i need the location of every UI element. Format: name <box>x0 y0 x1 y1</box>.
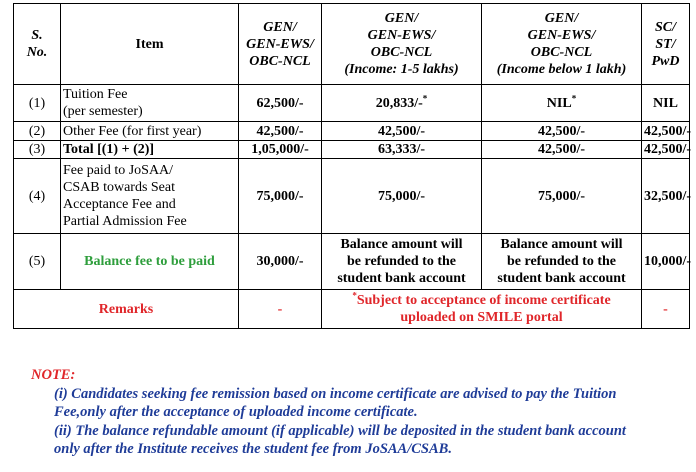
row-number: (4) <box>14 159 61 234</box>
header-gen <box>239 4 322 85</box>
cell-income-below-1: 42,500/- <box>482 122 642 141</box>
table-row <box>14 159 690 234</box>
remarks-line: uploaded on SMILE portal <box>400 310 563 325</box>
row-number: (2) <box>14 122 61 141</box>
header-line: PwD <box>651 53 680 69</box>
footnote-mark: * <box>571 92 577 103</box>
remarks-gen: - <box>239 290 322 329</box>
cell-income-1-5 <box>322 234 482 290</box>
header-sno <box>14 4 61 85</box>
header-gen-line: GEN-EWS/ <box>246 36 314 52</box>
header-income-1-5 <box>322 4 482 85</box>
header-line: (Income: 1-5 lakhs) <box>344 62 459 77</box>
row-number: (1) <box>14 85 61 122</box>
header-item: Item <box>61 4 239 85</box>
note-heading: NOTE: <box>31 367 76 383</box>
cell-gen: 30,000/- <box>239 234 322 290</box>
note-point-2-line: (ii) The balance refundable amount (if applicable) will be deposited in the student bank account <box>54 422 626 439</box>
row-number: (5) <box>14 234 61 290</box>
header-sc-st-pwd <box>642 4 690 85</box>
item-line: Tuition Fee <box>63 87 128 102</box>
header-line: (Income below 1 lakh) <box>496 62 627 77</box>
remarks-text <box>322 290 642 329</box>
cell-gen: 75,000/- <box>239 159 322 234</box>
cell-line: Balance amount will <box>340 237 463 252</box>
remarks-sc: - <box>642 290 690 329</box>
remarks-label: Remarks <box>14 290 239 329</box>
item-line: Acceptance Fee and <box>63 197 176 212</box>
header-income-below-1 <box>482 4 642 85</box>
note-point-2-line: only after the Institute receives the student fee from JoSAA/CSAB. <box>54 441 452 457</box>
footnote-mark: * <box>352 290 357 301</box>
remarks-line: Subject to acceptance of income certificate <box>356 293 611 308</box>
cell-line: Balance amount will <box>500 237 623 252</box>
header-line: OBC-NCL <box>530 45 593 60</box>
cell-sc: 42,500/- <box>642 122 690 141</box>
cell-gen: 1,05,000/- <box>239 141 322 159</box>
item-line: (per semester) <box>63 104 143 119</box>
cell-income-1-5 <box>322 85 482 122</box>
item-line: Fee paid to JoSAA/ <box>63 163 174 178</box>
note-point-1-line: Fee,only after the acceptance of uploaded income certificate. <box>54 404 418 420</box>
cell-income-below-1 <box>482 85 642 122</box>
item-line: Partial Admission Fee <box>63 214 187 229</box>
header-sno-line: S. <box>31 28 43 43</box>
table-row <box>14 234 690 290</box>
cell-sc: NIL <box>642 85 690 122</box>
item-line: CSAB towards Seat <box>63 180 175 195</box>
cell-income-below-1: 42,500/- <box>482 141 642 159</box>
row-number: (3) <box>14 141 61 159</box>
header-line: GEN-EWS/ <box>527 28 596 43</box>
table-row <box>14 122 690 141</box>
fee-table <box>13 3 690 329</box>
cell-income-1-5: 63,333/- <box>322 141 482 159</box>
row-item <box>61 85 239 122</box>
table-row <box>14 141 690 159</box>
header-line: SC/ ST/ <box>654 19 676 52</box>
cell-value: NIL <box>546 95 572 111</box>
header-gen-line: OBC-NCL <box>249 53 311 69</box>
cell-gen: 62,500/- <box>239 85 322 122</box>
header-gen-line: GEN/ <box>263 19 297 35</box>
cell-income-1-5: 42,500/- <box>322 122 482 141</box>
row-item: Other Fee (for first year) <box>61 122 239 141</box>
cell-sc: 42,500/- <box>642 141 690 159</box>
row-item <box>61 159 239 234</box>
row-item: Balance fee to be paid <box>61 234 239 290</box>
header-line: GEN-EWS/ <box>367 28 436 43</box>
cell-line: be refunded to the <box>506 254 617 269</box>
cell-line: be refunded to the <box>346 254 457 269</box>
cell-sc: 32,500/- <box>642 159 690 234</box>
footnote-mark: * <box>422 92 428 103</box>
remarks-row <box>14 290 690 329</box>
header-line: GEN/ <box>384 11 419 26</box>
header-sno-line: No. <box>26 45 48 60</box>
cell-line: student bank account <box>337 271 466 286</box>
cell-sc: 10,000/- <box>642 234 690 290</box>
header-line: OBC-NCL <box>370 45 433 60</box>
note-point-1-line: (i) Candidates seeking fee remission based on income certificate are advised to pay the Tuition <box>54 385 617 402</box>
cell-income-below-1: 75,000/- <box>482 159 642 234</box>
note-block <box>31 366 681 459</box>
cell-income-1-5: 75,000/- <box>322 159 482 234</box>
cell-income-below-1 <box>482 234 642 290</box>
header-line: GEN/ <box>544 11 579 26</box>
cell-value: 20,833/- <box>375 95 423 111</box>
row-item: Total [(1) + (2)] <box>61 141 239 159</box>
cell-line: student bank account <box>497 271 626 286</box>
cell-gen: 42,500/- <box>239 122 322 141</box>
header-row <box>14 4 690 85</box>
table-row <box>14 85 690 122</box>
